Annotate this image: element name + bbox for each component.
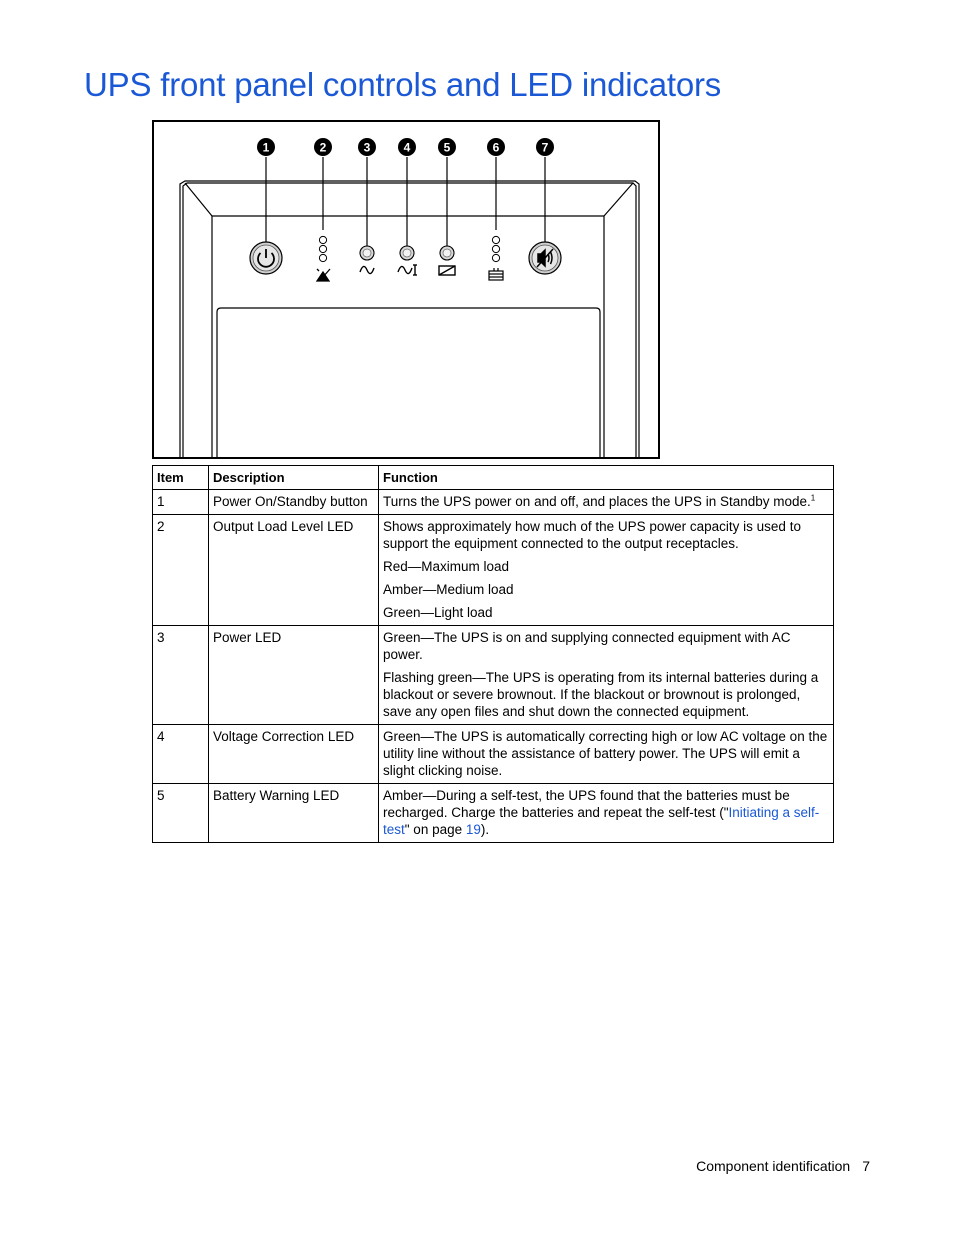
function-text: Green—Light load bbox=[383, 605, 493, 620]
component-table bbox=[152, 465, 834, 843]
voltage-correction-led bbox=[398, 246, 417, 275]
callout-6-label: 6 bbox=[492, 140, 500, 155]
battery-icon bbox=[489, 268, 503, 280]
function-text: Turns the UPS power on and off, and places the UPS in Standby mode. bbox=[383, 494, 811, 509]
function-text: Amber—Medium load bbox=[383, 582, 514, 597]
header-item: Item bbox=[153, 466, 209, 490]
function-text: Green—The UPS is on and supplying connected equipment with AC power. bbox=[383, 630, 791, 662]
cell-function bbox=[379, 626, 834, 725]
cell-function bbox=[379, 725, 834, 784]
ac-sine-icon bbox=[360, 266, 374, 273]
function-text: Shows approximately how much of the UPS power capacity is used to support the equipment connected to the output receptacles. bbox=[383, 519, 801, 551]
ups-bezel bbox=[180, 181, 639, 457]
table-row bbox=[153, 515, 834, 626]
cell-function bbox=[379, 784, 834, 843]
callout-7-label: 7 bbox=[541, 140, 549, 155]
cell-function bbox=[379, 490, 834, 515]
callout-3-label: 3 bbox=[363, 140, 371, 155]
callout-7 bbox=[536, 138, 554, 156]
callout-5 bbox=[438, 138, 456, 156]
function-text: " on page bbox=[404, 822, 466, 837]
table-row bbox=[153, 626, 834, 725]
callout-1 bbox=[257, 138, 275, 156]
header-description: Description bbox=[209, 466, 379, 490]
callout-2-label: 2 bbox=[319, 140, 327, 155]
table-row bbox=[153, 725, 834, 784]
table-row bbox=[153, 490, 834, 515]
voltage-correction-icon bbox=[398, 265, 417, 275]
page-footer bbox=[696, 1158, 870, 1174]
cell-description: Power LED bbox=[209, 626, 379, 725]
cell-function bbox=[379, 515, 834, 626]
cell-description: Voltage Correction LED bbox=[209, 725, 379, 784]
callout-5-label: 5 bbox=[443, 140, 451, 155]
alarm-mute-button[interactable] bbox=[529, 242, 561, 274]
function-text: Green—The UPS is automatically correcting high or low AC voltage on the utility line without the assistance of battery power. The UPS will emit a slight clicking noise. bbox=[383, 729, 828, 778]
battery-warning-icon bbox=[439, 266, 455, 275]
cell-item: 1 bbox=[153, 490, 209, 515]
power-standby-button[interactable] bbox=[250, 242, 282, 274]
initiating-self-test-link[interactable]: Initiating a self-test bbox=[383, 805, 820, 837]
cell-item: 5 bbox=[153, 784, 209, 843]
function-text: Red—Maximum load bbox=[383, 559, 510, 574]
callout-4-label: 4 bbox=[403, 140, 411, 155]
page-number: 7 bbox=[862, 1158, 870, 1174]
callout-6 bbox=[487, 138, 505, 156]
ups-front-panel-figure bbox=[152, 120, 660, 459]
page-19-link[interactable]: 19 bbox=[465, 822, 481, 837]
cell-item: 3 bbox=[153, 626, 209, 725]
header-function: Function bbox=[379, 466, 834, 490]
callout-2 bbox=[314, 138, 332, 156]
function-text: ). bbox=[480, 822, 490, 837]
cell-description: Battery Warning LED bbox=[209, 784, 379, 843]
callout-3 bbox=[358, 138, 376, 156]
cell-description: Output Load Level LED bbox=[209, 515, 379, 626]
function-text: Amber—During a self-test, the UPS found that the batteries must be recharged. Charge the batteries and repeat the self-test (" bbox=[383, 788, 790, 820]
callout-1-label: 1 bbox=[262, 140, 270, 155]
cell-description: Power On/Standby button bbox=[209, 490, 379, 515]
footer-section-title: Component identification bbox=[696, 1158, 851, 1174]
table-row bbox=[153, 784, 834, 843]
table-header-row bbox=[153, 466, 834, 490]
callout-4 bbox=[398, 138, 416, 156]
battery-charge-led bbox=[489, 236, 503, 280]
footnote-marker: 1 bbox=[810, 493, 816, 503]
page-title: UPS front panel controls and LED indicators bbox=[84, 66, 722, 103]
battery-warning-led bbox=[439, 246, 455, 275]
load-meter-icon bbox=[317, 269, 330, 281]
function-text: Flashing green—The UPS is operating from its internal batteries during a blackout or severe brownout. If the blackout or brownout is prolonged, save any open files and shut down the connected equipment. bbox=[383, 670, 819, 719]
cell-item: 4 bbox=[153, 725, 209, 784]
cell-item: 2 bbox=[153, 515, 209, 626]
output-load-level-led bbox=[317, 236, 330, 281]
power-led bbox=[360, 246, 374, 274]
